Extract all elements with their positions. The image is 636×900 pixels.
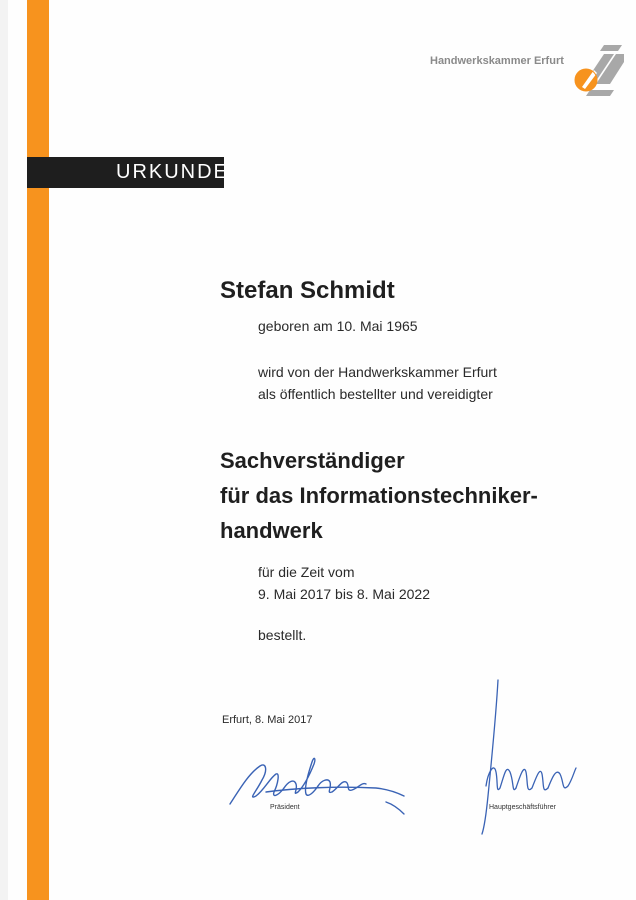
title-line-1: Sachverständiger <box>220 448 405 473</box>
orange-stripe <box>27 0 49 900</box>
appointment-line-2: als öffentlich bestellter und vereidigter <box>258 386 493 402</box>
president-role-label: Präsident <box>270 804 300 811</box>
period-line-2: 9. Mai 2017 bis 8. Mai 2022 <box>258 586 430 602</box>
handwerkskammer-logo-icon <box>570 40 625 100</box>
place-date: Erfurt, 8. Mai 2017 <box>222 714 313 726</box>
recipient-name: Stefan Schmidt <box>220 277 395 304</box>
issuer-name: Handwerkskammer Erfurt <box>430 55 564 67</box>
title-line-2: für das Informationstechniker- <box>220 483 538 508</box>
managing-director-role-label: Hauptgeschäftsführer <box>489 804 556 811</box>
president-signature <box>226 752 416 822</box>
scan-margin-shade <box>0 0 8 900</box>
appointment-line-1: wird von der Handwerkskammer Erfurt <box>258 364 497 380</box>
title-line-3: handwerk <box>220 518 323 543</box>
managing-director-signature <box>476 676 586 836</box>
certificate-heading: URKUNDE <box>116 161 229 183</box>
closing-text: bestellt. <box>258 627 307 643</box>
period-line-1: für die Zeit vom <box>258 564 355 580</box>
birth-line: geboren am 10. Mai 1965 <box>258 318 418 334</box>
